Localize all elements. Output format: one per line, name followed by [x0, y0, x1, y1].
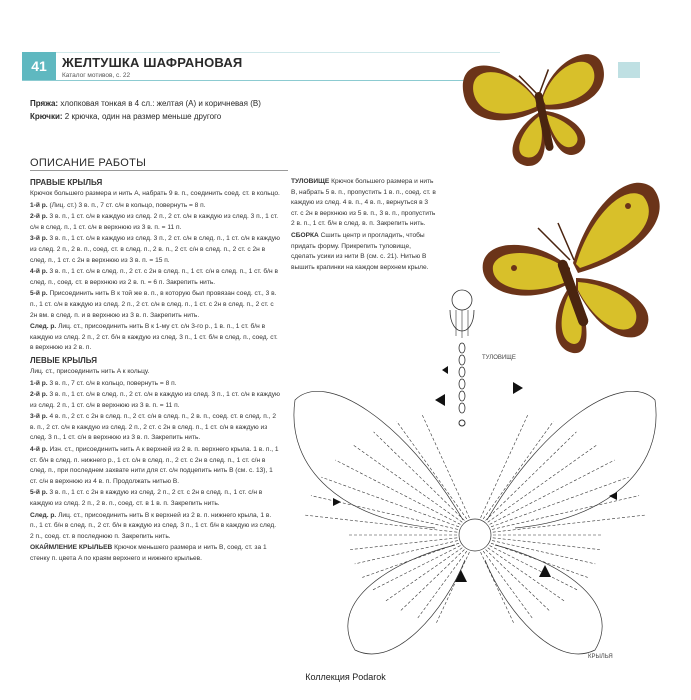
right-wings-rows — [30, 201, 280, 354]
left-wings-heading: ЛЕВЫЕ КРЫЛЬЯ — [30, 355, 97, 365]
row-label: След. р. — [30, 511, 57, 519]
pattern-row — [30, 212, 280, 233]
row-label: След. р. — [30, 323, 57, 331]
pattern-row — [30, 511, 280, 543]
row-text: Лиц. ст., присоединить нить B к 1-му ст. с/н 3-го р., 1 в. п., 1 ст. б/н в каждую из след. 2 п., 2 ст. б/н в каждую из след. 3 п., 1 ст. б/н в след. п., соед. ст. в верхнюю из 2 в. п. — [30, 323, 278, 352]
yarn-text: хлопковая тонкая в 4 сл.: желтая (A) и коричневая (B) — [60, 99, 261, 108]
section-title: ОПИСАНИЕ РАБОТЫ — [30, 157, 147, 169]
pattern-row — [30, 201, 280, 212]
right-wings-heading: ПРАВЫЕ КРЫЛЬЯ — [30, 178, 103, 187]
wings-diagram-label: КРЫЛЬЯ — [588, 654, 613, 660]
assembly-text: Сшить центр и прогладить, чтобы придать форму. Прикрепить туловище, сделать усики из нити B (см. с. 21). Нитью B вышить крапинки на каждом верхнем крыле. — [291, 231, 429, 271]
hook-label: Крючки: — [30, 112, 63, 121]
body-text: Крючок большего размера и нить B, набрать 5 в. п., пропустить 1 в. п., соед. ст. в каждую из след. 4 в. п., 4 в. п., вернуться в 3 ст. с 2н в верхнюю из 5 в. п., 3 в. п., пропустить 2 в. п., 1 ст. б/н в след. в. п. Закрепить нить. — [291, 178, 436, 228]
row-label: 5-й р. — [30, 290, 48, 298]
row-label: 5-й р. — [30, 489, 48, 497]
row-text: Лиц. ст., присоединить нить B к верхней из 2 в. п. нижнего крыла, 1 в. п., 1 ст. б/н в след. п., 2 ст. б/н в каждую из след. 3 п., 1 ст. б/н в каждую из след. 2 п., соед. ст. в последнюю п. Закрепить нить. — [30, 511, 277, 540]
wings-diagram — [285, 360, 665, 670]
row-text: 3 в. п., 1 ст. с/н в след. п., 2 ст. с 2н в след. п., 1 ст. с/н в след. п., 1 ст. б/н в след. п., соед. ст. в верхнюю из 2 в. п. = 6 п. Закрепить нить. — [30, 268, 278, 286]
row-text: 3 в. п., 1 ст. с/н в след. п., 2 ст. с/н в каждую из след. 3 п., 1 ст. с/н в каждую из след. 2 п., 1 ст. с/н в верхнюю из 3 в. п. = 11 п. — [30, 391, 280, 409]
right-column — [291, 177, 436, 274]
row-label: 3-й р. — [30, 413, 48, 421]
footer-credit: Коллекция Podarok — [305, 672, 386, 682]
row-text: 4 в. п., 2 ст. с 2н в след. п., 2 ст. с/н в след. п., 2 в. п., соед. ст. в след. п., 2 в. п., 2 ст. с/н в каждую из след. 2 п., 2 ст. с 2н в след. п., 1 ст. с/н в каждую из след. 3 п., 1 ст. с/н в верхнюю из 3 в. п. Закрепить нить. — [30, 413, 277, 442]
row-label: 3-й р. — [30, 235, 48, 243]
butterfly-photo-bottom — [478, 168, 668, 358]
row-text: 3 в. п., 1 ст. с 2н в каждую из след. 2 п., 2 ст. с 2н в след. п., 1 ст. с/н в каждую из след. 2 п., 2 в. п., соед. ст. в 1 в. п. Закрепить нить. — [30, 489, 263, 508]
row-label: 2-й р. — [30, 213, 48, 221]
pattern-row — [30, 234, 280, 266]
pattern-row — [30, 445, 280, 487]
pattern-row — [30, 379, 280, 390]
yarn-label: Пряжа: — [30, 99, 59, 108]
pattern-subtitle: Каталог мотивов, с. 22 — [62, 72, 131, 79]
row-label: 2-й р. — [30, 391, 48, 399]
row-text: Присоединить нить B к той же в. п., в которую был провязан соед. ст., 3 в. п., 1 ст. с/н в каждую из след. 2 п., 2 ст. с/н в след. п., 1 ст. с 2н в след. п., 2 ст. с 2н вм. в след. п. и в верхнюю из 3 в. п. Закрепить нить. — [30, 290, 277, 319]
header-top-rule — [22, 52, 500, 53]
assembly-heading: СБОРКА — [291, 231, 319, 239]
row-label: 4-й р. — [30, 446, 48, 454]
row-label: 4-й р. — [30, 268, 48, 276]
hook-text: 2 крючка, один на размер меньше другого — [64, 112, 222, 121]
left-wings-intro: Лиц. ст., присоединить нить A к кольцу. — [30, 367, 150, 375]
right-wings-intro: Крючок большего размера и нить A, набрать 9 в. п., соединить соед. ст. в кольцо. — [30, 190, 280, 197]
pattern-row — [30, 289, 280, 321]
row-text: 3 в. п., 1 ст. с/н в каждую из след. 2 п., 2 ст. с/н в каждую из след. 3 п., 1 ст. с/н в след. п., 1 ст. с/н в верхнюю из 3 в. п. = 11 п. — [30, 213, 279, 231]
row-text: 3 в. п., 1 ст. с/н в каждую из след. 3 п., 2 ст. с/н в след. п., 1 ст. с/н в каждую из след. 2 п., 2 в. п., соед. ст. в след. п., 2 в. п., 2 ст. с/н в след. п., 2 ст. с 2н в след. п., 1 ст. с 2н в верхнюю из 3 в. п. = 15 п. — [30, 235, 280, 264]
row-text: Изн. ст., присоединить нить A к верхней из 2 в. п. верхнего крыла. 1 в. п., 1 ст. б/н в след. п. нижнего р., 1 ст. с/н в след. п., 2 ст. с 2н в след. п., 1 ст. с/н в след. п., при последнем захвате нити для ст. с/н подцепить нить B (см. с. 13), 1 ст. с/н в верхнюю из 4 в. п. Продолжать нитью B. — [30, 446, 279, 485]
row-text: 3 в. п., 7 ст. с/н в кольцо, повернуть = 8 п. — [49, 379, 177, 387]
pattern-title: ЖЕЛТУШКА ШАФРАНОВАЯ — [62, 55, 243, 70]
pattern-row — [30, 390, 280, 411]
row-label: 1-й р. — [30, 379, 48, 387]
body-heading: ТУЛОВИЩЕ — [291, 178, 330, 185]
body-diagram-label: ТУЛОВИЩЕ — [482, 355, 516, 361]
left-wings-rows — [30, 379, 280, 543]
section-rule — [30, 170, 288, 171]
body-paragraph — [291, 177, 436, 230]
butterfly-photo-top — [460, 32, 620, 182]
edging-text: Крючок меньшего размера и нить B, соед. ст. за 1 стенку п. цвета A по краям верхнего и нижнего крыльев. — [30, 544, 267, 562]
corner-tab — [618, 62, 640, 78]
hook-line — [30, 110, 261, 123]
materials — [30, 97, 261, 123]
row-text: (Лиц. ст.) 3 в. п., 7 ст. с/н в кольцо, повернуть = 8 п. — [49, 201, 206, 209]
pattern-row — [30, 488, 280, 509]
edging-heading: ОКАЙМЛЕНИЕ КРЫЛЬЕВ — [30, 544, 113, 552]
pattern-row — [30, 267, 280, 288]
page-number-badge: 41 — [22, 52, 56, 80]
yarn-line — [30, 97, 261, 110]
row-label: 1-й р. — [30, 201, 48, 209]
edging-paragraph — [30, 543, 280, 564]
header-rule — [22, 80, 500, 81]
pattern-row — [30, 322, 280, 354]
pattern-row — [30, 412, 280, 444]
assembly-paragraph — [291, 231, 436, 273]
left-column — [30, 177, 280, 566]
